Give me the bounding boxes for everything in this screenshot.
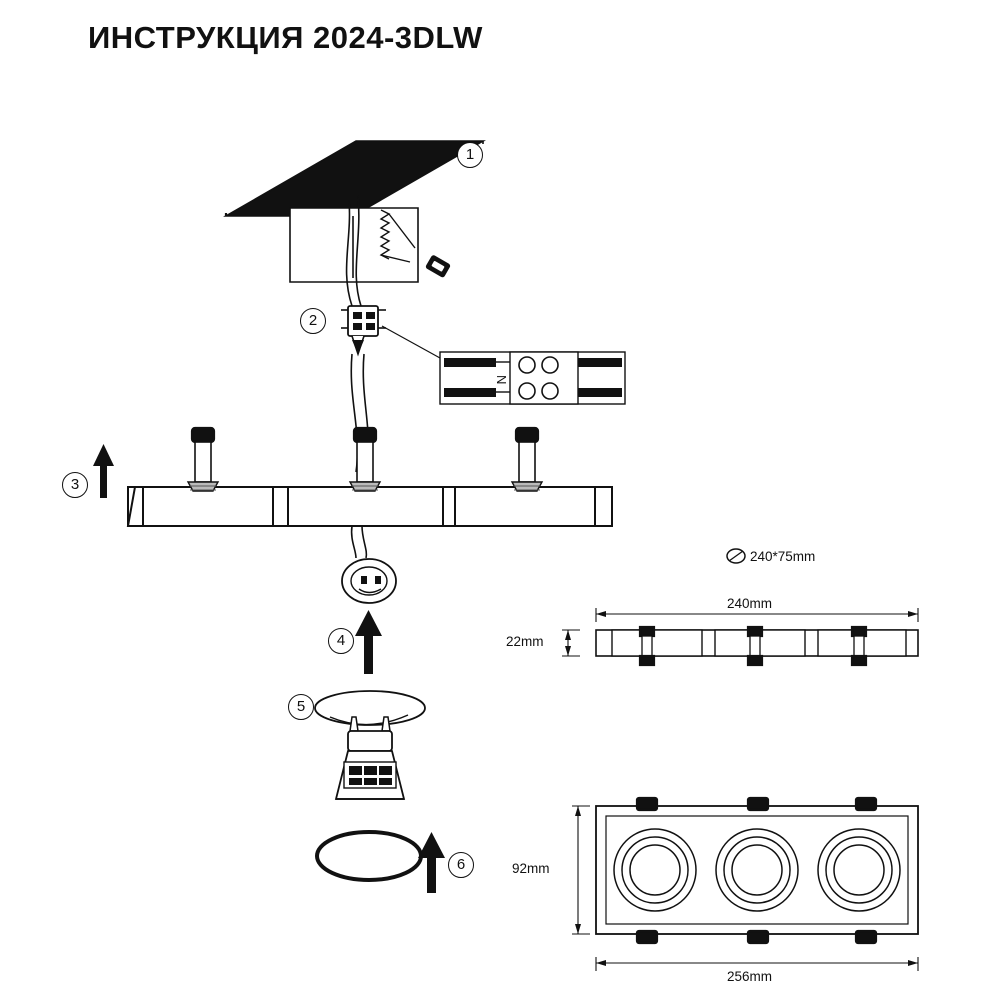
fixture-side-view xyxy=(596,627,918,665)
fixture-front-view xyxy=(128,428,612,526)
dimension-plate-height xyxy=(572,806,590,934)
step-badge-4: 4 xyxy=(328,628,354,654)
step-badge-3: 3 xyxy=(62,472,88,498)
lamp-ring-middle xyxy=(716,829,798,911)
step-badge-6: 6 xyxy=(448,852,474,878)
arrow-step-4 xyxy=(355,610,382,674)
lamp-ring-left xyxy=(614,829,696,911)
dimension-front-height xyxy=(562,630,580,656)
cutout-hole-icon xyxy=(727,549,745,563)
gu10-lamp xyxy=(315,691,425,799)
step-badge-1: 1 xyxy=(457,142,483,168)
lamp-ring-right xyxy=(818,829,900,911)
wiring-detail xyxy=(440,352,625,404)
terminal-connector xyxy=(341,306,386,354)
mounting-spring-left xyxy=(188,428,218,491)
cutout-note-label: 240*75mm xyxy=(750,549,816,564)
step-badge-5: 5 xyxy=(288,694,314,720)
arrow-step-3 xyxy=(93,444,114,498)
dimension-label-front-height: 22mm xyxy=(506,634,544,649)
fixture-bottom-view xyxy=(596,798,918,943)
mounting-spring-right xyxy=(512,428,542,491)
ceiling-panel xyxy=(226,141,483,282)
lamp-socket xyxy=(342,526,396,603)
arrow-step-6 xyxy=(418,832,445,893)
page-title: ИНСТРУКЦИЯ 2024-3DLW xyxy=(88,20,483,55)
step-badge-2: 2 xyxy=(300,308,326,334)
mounting-spring-middle xyxy=(350,428,380,491)
dimension-label-front-width: 240mm xyxy=(727,596,773,611)
decorative-ring xyxy=(317,832,421,880)
dimension-label-plate-height: 92mm xyxy=(512,861,550,876)
terminal-marker-n: N xyxy=(494,375,509,385)
dimension-label-plate-width: 256mm xyxy=(727,969,773,984)
